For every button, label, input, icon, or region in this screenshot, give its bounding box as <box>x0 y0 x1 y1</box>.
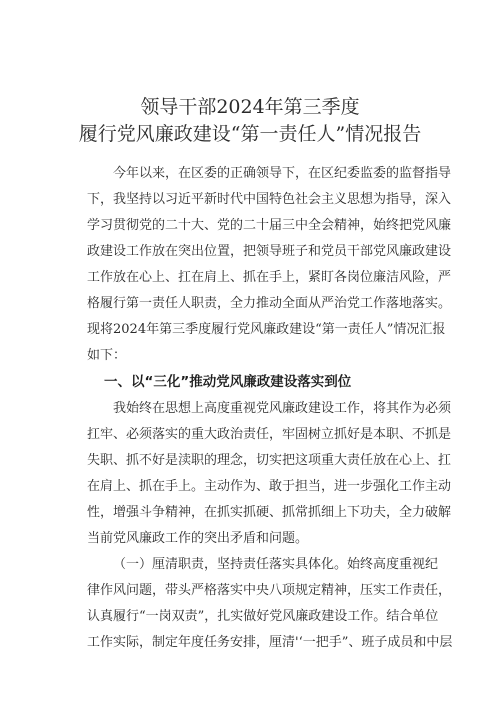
paragraph-line: 今年以来，在区委的正确领导下，在区纪委监委的监督指导 <box>113 166 452 181</box>
document-title-line-1: 领导干部2024年第三季度 <box>140 96 360 118</box>
paragraph-line: 政建设工作放在突出位置，把领导班子和党员干部党风廉政建设 <box>87 244 452 259</box>
document-title-line-2: 履行党风廉政建设“第一责任人”情况报告 <box>78 123 422 145</box>
paragraph-line: 如下： <box>87 348 127 363</box>
paragraph-line: 下，我坚持以习近平新时代中国特色社会主义思想为指导，深入 <box>87 192 452 207</box>
paragraph-line: 现将2024年第三季度履行党风廉政建设“第一责任人”情况汇报 <box>87 322 446 337</box>
paragraph-line: 我始终在思想上高度重视党风廉政建设工作，将其作为必须 <box>113 401 452 416</box>
paragraph-line: 格履行第一责任人职责，全力推动全面从严治党工作落地落实。 <box>87 296 452 311</box>
paragraph-line: 性，增强斗争精神，在抓实抓硬、抓常抓细上下功夫，全力破解 <box>87 505 452 520</box>
section-heading: 一、以“三化”推动党风廉政建设落实到位 <box>104 374 352 390</box>
paragraph-line: 认真履行“一岗双责”，扎实做好党风廉政建设工作。结合单位 <box>87 609 439 624</box>
paragraph-line: 在肩上、抓在手上。主动作为、敢于担当，进一步强化工作主动 <box>87 479 452 494</box>
paragraph-line: 失职、抓不好是渎职的理念，切实把这项重大责任放在心上、扛 <box>87 453 452 468</box>
paragraph-line: 工作实际，制定年度任务安排，厘清'‘一把手”、班子成员和中层 <box>87 635 453 650</box>
paragraph-line: 律作风问题，带头严格落实中央八项规定精神，压实工作责任， <box>87 583 452 598</box>
paragraph-line: 扛牢、必须落实的重大政治责任，牢固树立抓好是本职、不抓是 <box>87 427 452 442</box>
paragraph-line: （一）厘清职责，坚持责任落实具体化。始终高度重视纪 <box>113 557 439 572</box>
paragraph-line: 当前党风廉政工作的突出矛盾和问题。 <box>87 531 309 546</box>
paragraph-line: 学习贯彻党的二十大、党的二十届三中全会精神，始终把党风廉 <box>87 218 452 233</box>
paragraph-line: 工作放在心上、扛在肩上、抓在手上，紧盯各岗位廉洁风险，严 <box>87 270 452 285</box>
